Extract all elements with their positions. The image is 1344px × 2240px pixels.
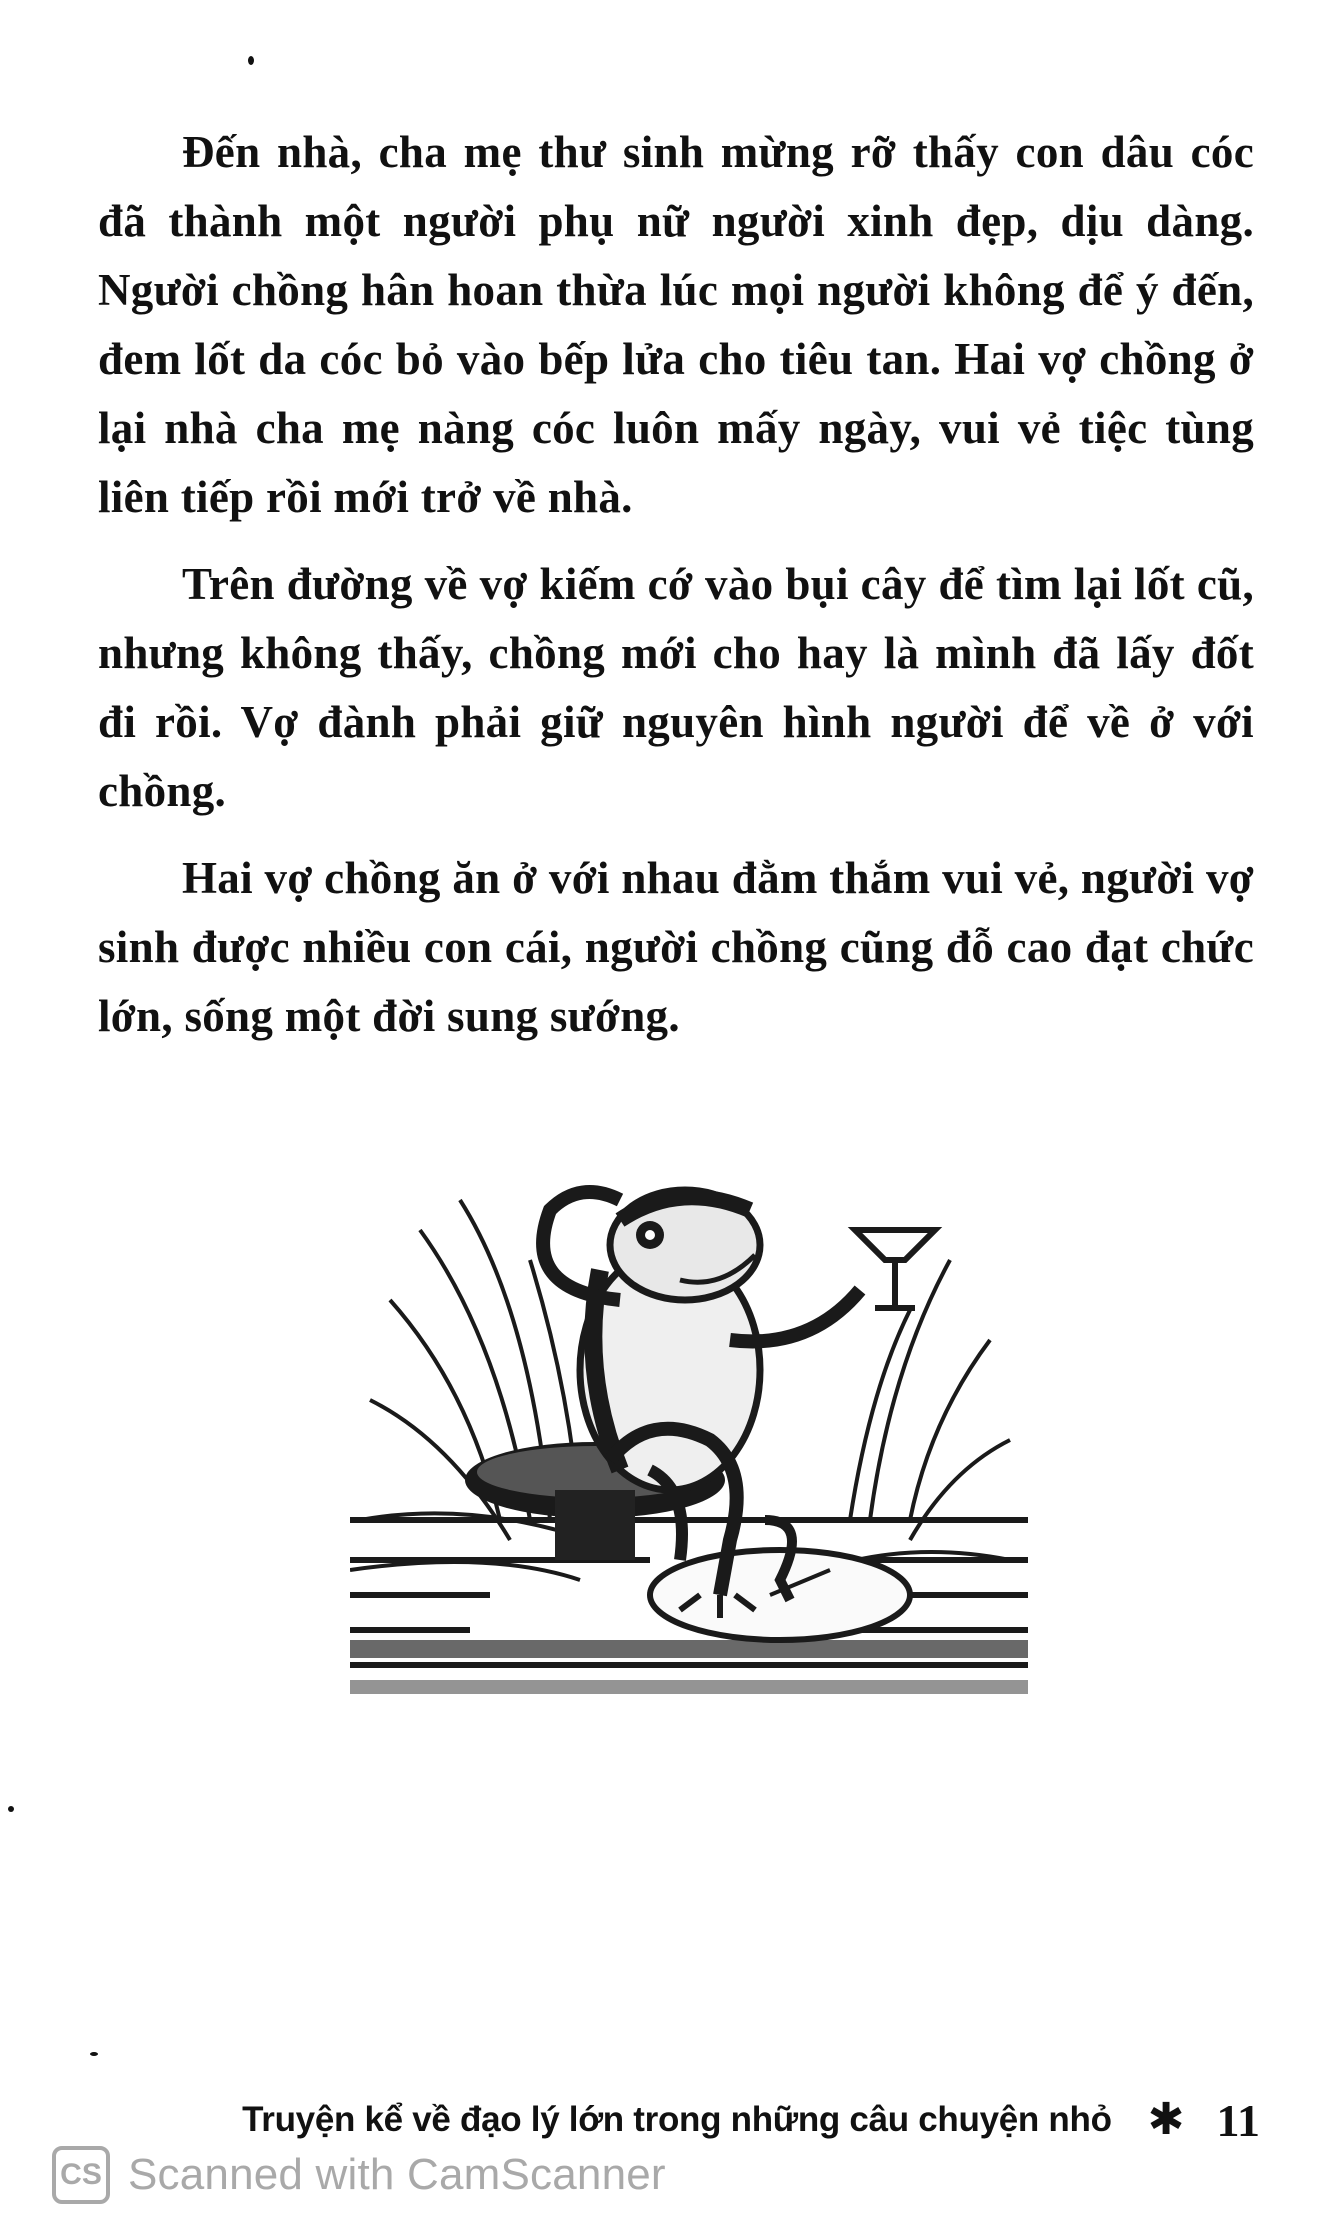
paragraph-1: Đến nhà, cha mẹ thư sinh mừng rỡ thấy con dâu cóc đã thành một người phụ nữ người xinh đẹp, dịu dàng. Người chồng hân hoan thừa lúc mọi người không để ý đến, đem lốt da cóc bỏ vào bếp lửa cho tiêu tan. Hai vợ chồng ở lại nhà cha mẹ nàng cóc luôn mấy ngày, vui vẻ tiệc tùng liên tiếp rồi mới trở về nhà. (98, 127, 1254, 522)
watermark-text: Scanned with CamScanner (128, 2150, 666, 2199)
scan-speck (248, 56, 254, 65)
star-icon: ✱ (1147, 2095, 1185, 2144)
book-title: Truyện kể về đạo lý lớn trong những câu chuyện nhỏ (242, 2100, 1112, 2139)
camscanner-logo: CS (52, 2146, 110, 2204)
camscanner-watermark (52, 2142, 666, 2208)
scan-speck (90, 2052, 98, 2056)
page-number: 11 (1216, 2094, 1260, 2146)
frog-on-lily-pad-toasting-icon (350, 1140, 1028, 1700)
body-text (98, 118, 1254, 1069)
paragraph-3: Hai vợ chồng ăn ở với nhau đằm thắm vui vẻ, người vợ sinh được nhiều con cái, người chồng cũng đỗ cao đạt chức lớn, sống một đời sung sướng. (98, 853, 1254, 1041)
paragraph-2: Trên đường về vợ kiếm cớ vào bụi cây để tìm lại lốt cũ, nhưng không thấy, chồng mới cho hay là mình đã lấy đốt đi rồi. Vợ đành phải giữ nguyên hình người để về ở với chồng. (98, 559, 1254, 816)
scan-speck (8, 1806, 14, 1812)
